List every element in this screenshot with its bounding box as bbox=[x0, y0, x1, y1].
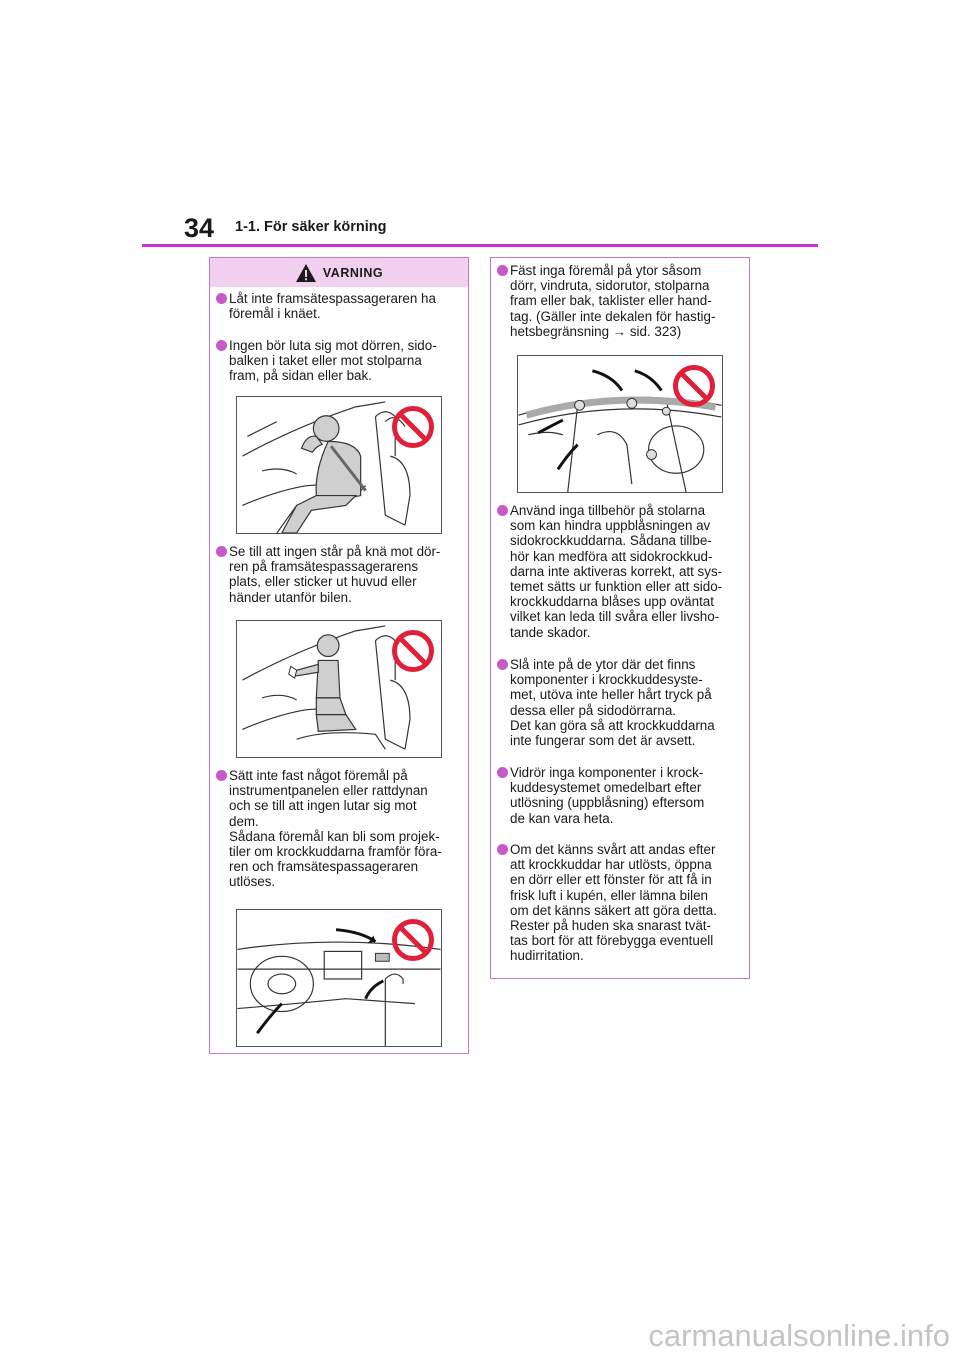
list-item bbox=[497, 263, 742, 339]
header-rule bbox=[142, 244, 818, 247]
list-item bbox=[497, 765, 742, 826]
bullet bbox=[216, 770, 227, 781]
list-item-text: Ingen bör luta sig mot dörren, sido- balken i taket eller mot stolparna fram, på sidan eller bak. bbox=[229, 338, 437, 384]
bullet bbox=[216, 546, 227, 557]
list-item-text: Använd inga tillbehör på stolarna som kan hindra uppblåsningen av sidokrockkuddarna. Sådana tillbe- hör kan medföra att sidokrockkud- darna inte aktiveras korrekt, att sys- temet sätts ur funktion eller att sido- krockkuddarna blåses upp oväntat vilket kan leda till svåra eller livsho- tande skador. bbox=[510, 503, 723, 640]
illustration-kneeling-person bbox=[236, 620, 442, 758]
bullet bbox=[216, 293, 227, 304]
bullet bbox=[497, 844, 508, 855]
list-item-text: Sätt inte fast något föremål på instrumentpanelen eller rattdynan och se till att ingen lutar sig mot dem. Sådana föremål kan bli som projek- tiler om krockkuddarna framför föra- ren och framsätespassageraren utlöses. bbox=[229, 768, 442, 890]
watermark: carmanualsonline.info bbox=[648, 1318, 950, 1353]
list-item-text: Fäst inga föremål på ytor såsom dörr, vindruta, sidorutor, stolparna fram eller bak, taklister eller hand- tag. (Gäller inte dekalen för hastig- hetsbegränsning → sid. 323) bbox=[510, 263, 716, 339]
bullet bbox=[497, 659, 508, 670]
bullet bbox=[216, 340, 227, 351]
section-title: 1-1. För säker körning bbox=[235, 219, 387, 235]
prohibition-icon bbox=[391, 629, 435, 673]
list-item-text: Vidrör inga komponenter i krock- kuddesystemet omedelbart efter utlösning (uppblåsning) eftersom de kan vara heta. bbox=[510, 765, 705, 826]
warning-box-left bbox=[209, 257, 469, 1054]
illustration-leaning-door bbox=[236, 396, 442, 534]
bullet bbox=[497, 767, 508, 778]
warning-label: VARNING bbox=[322, 265, 384, 280]
bullet bbox=[497, 265, 508, 276]
list-item bbox=[216, 291, 461, 321]
list-item bbox=[216, 768, 461, 890]
list-item-text: Om det känns svårt att andas efter att krockkuddar har utlösts, öppna en dörr eller ett fönster för att få in frisk luft i kupén, eller lämna bilen om det känns säkert att göra detta. Rester på huden ska snarast tvät- tas bort för att förebygga eventuell hudirritation. bbox=[510, 842, 717, 964]
list-item bbox=[216, 544, 461, 605]
list-item-text: Se till att ingen står på knä mot dör- ren på framsätespassagerarens plats, eller sticker ut huvud eller händer utanför bilen. bbox=[229, 544, 441, 605]
bullet bbox=[497, 505, 508, 516]
warning-box-right bbox=[490, 257, 750, 979]
prohibition-icon bbox=[391, 405, 435, 449]
warning-triangle-icon bbox=[295, 263, 317, 283]
warning-header bbox=[210, 258, 468, 287]
list-item bbox=[497, 842, 742, 964]
list-item bbox=[497, 657, 742, 748]
list-item-text: Låt inte framsätespassageraren ha föremål i knäet. bbox=[229, 291, 436, 322]
illustration-dashboard-objects bbox=[236, 909, 442, 1047]
prohibition-icon bbox=[391, 918, 435, 962]
illustration-cabin-pillars bbox=[517, 355, 723, 493]
list-item bbox=[216, 338, 461, 384]
prohibition-icon bbox=[672, 364, 716, 408]
list-item-text: Slå inte på de ytor där det finns komponenter i krockkuddesyste- met, utöva inte heller hårt tryck på dessa eller på sidodörrarna. Det kan göra så att krockkuddarna inte fungerar som det är avsett. bbox=[510, 657, 715, 749]
list-item bbox=[497, 503, 742, 640]
page-number: 34 bbox=[184, 213, 215, 243]
